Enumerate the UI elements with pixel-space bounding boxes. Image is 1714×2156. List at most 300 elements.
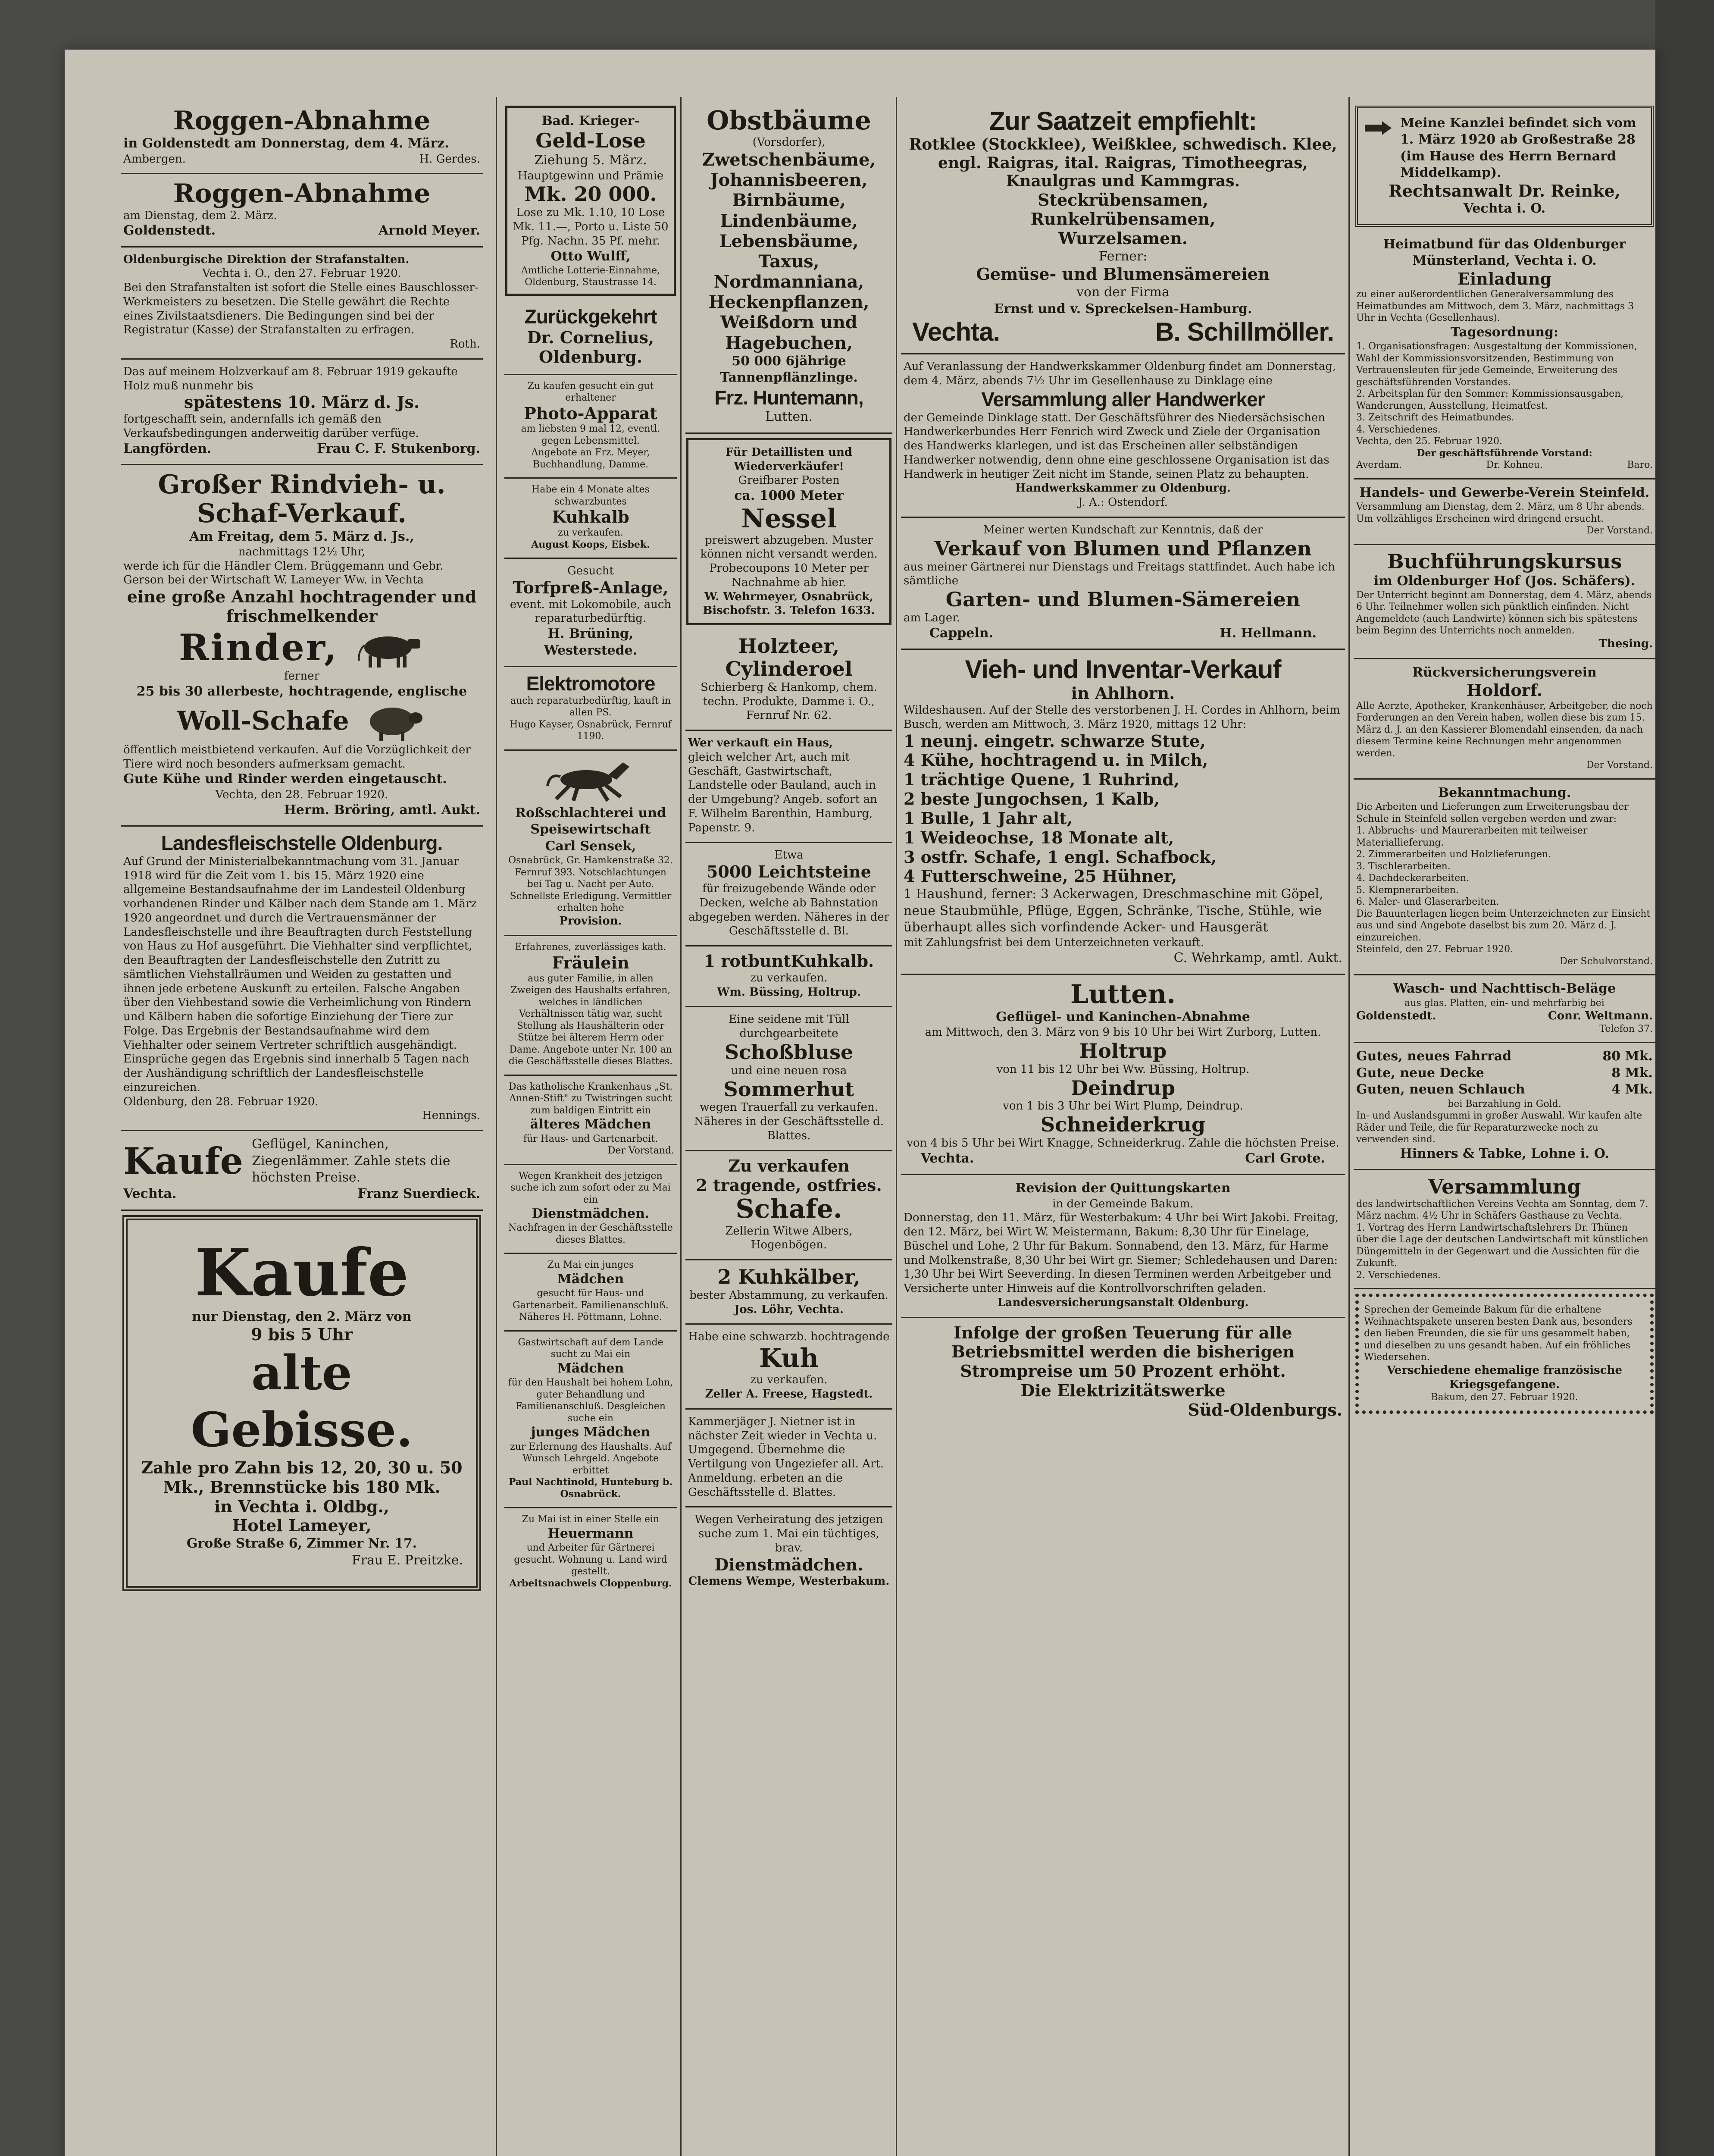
ad-nessel (686, 438, 891, 625)
ad-text: Wegen Krankheit des jetzigen suche ich zum sofort oder zu Mai ein (510, 1170, 671, 1205)
ad-date: Am Freitag, dem 5. März d. Js., (189, 529, 414, 544)
ad-text: am Dienstag, dem 2. März. (123, 209, 277, 222)
ad-headline: Landesfleischstelle Oldenburg. (161, 831, 443, 854)
ad-headline: Versammlung aller Handwerker (981, 388, 1265, 411)
ad-text: Das auf meinem Holzverkauf am 8. Februar 1919 gekaufte Holz muß nunmehr bis (123, 365, 458, 392)
price-item: Gutes, neues Fahrrad (1356, 1049, 1512, 1064)
ad-text: Ernst und v. Spreckelsen-Hamburg. (994, 301, 1252, 317)
ad-place: Goldenstedt. (1356, 1009, 1436, 1023)
ad-phone: Telefon 37. (1599, 1023, 1653, 1034)
ad-signature: Landesversicherungsanstalt Oldenburg. (997, 1296, 1249, 1309)
ad-headline: Kaufe (123, 1139, 244, 1182)
ad-text: Lose zu Mk. 1.10, 10 Lose Mk. 11.—, Porto u. Liste 50 Pfg. Nachn. 35 Pf. mehr. (513, 206, 669, 248)
ad-roggen-meyer (121, 174, 483, 247)
ad-big: alte Gebisse. (191, 1344, 413, 1457)
ad-text: event. mit Lokomobile, auch reparaturbedürftig. (510, 598, 672, 625)
list-item: 5. Klempnerarbeiten. (1356, 884, 1459, 896)
ad-text: Rotklee (Stockklee), Weißklee, schwedisch. Klee, engl. Raigras, ital. Raigras, Timotheegras, Knaulgras und Kammgras. (909, 135, 1337, 191)
ad-signature: Frz. Huntemann, (714, 386, 863, 409)
ad-signature: Der Vorstand. (1586, 525, 1653, 536)
ad-zurueckgekehrt (504, 300, 677, 375)
ad-text: Osnabrück, Gr. Hamkenstraße 32. Fernruf 393. Notschlachtungen bei Tag u. Nacht per Auto. Schnellste Erledigung. Vermittler erhalten hohe (508, 855, 673, 914)
ad-text: zur Erlernung des Haushalts. Auf Wunsch Lehrgeld. Angebote erbittet (510, 1441, 671, 1476)
ad-text: am Mittwoch, den 3. März von 9 bis 10 Uhr bei Wirt Zurborg, Lutten. (925, 1026, 1321, 1039)
ad-obstbaeume (685, 101, 892, 434)
list-item: 4. Dachdeckerarbeiten. (1356, 873, 1470, 884)
ad-text: Zu verkaufen (728, 1156, 850, 1175)
ad-kammerjaeger (685, 1410, 892, 1508)
ad-signature: Herm. Bröring, amtl. Aukt. (284, 802, 480, 818)
ad-text: 25 bis 30 allerbeste, hochtragende, englische (136, 683, 467, 699)
ad-kuhkalb-koops (504, 479, 677, 559)
ad-text: Meiner werten Kundschaft zur Kenntnis, daß der (983, 523, 1263, 536)
ad-text: Zwetschenbäume, Johannisbeeren, Birnbäume, Lindenbäume, Lebensbäume, Taxus, Nordmanniana, Heckenpflanzen, Weißdorn und Hagebuchen, (702, 149, 876, 353)
ad-wasch-belaege (1354, 975, 1655, 1043)
ad-text: zu einer außerordentlichen Generalversammlung des Heimatbundes am Mittwoch, dem 3. März, nachmittags 3 Uhr in Vechta (Gesellenhaus). (1356, 289, 1634, 324)
price-value: 80 Mk. (1602, 1049, 1653, 1064)
price-value: 8 Mk. (1611, 1065, 1653, 1081)
ad-place: Vechta. (123, 1186, 177, 1202)
ad-signature: C. Wehrkamp, amtl. Aukt. (1173, 950, 1342, 966)
price-row (1356, 1065, 1653, 1081)
ad-rindvieh-verkauf (121, 465, 483, 827)
ad-signature: Der Schulvorstand. (1560, 956, 1653, 967)
list-item: 1. Vortrag des Herrn Landwirtschaftslehrers Dr. Thünen über die Lage der deutschen Landwirtschaft mit künstlichen Düngemitteln in der Gegenwart und die Aussichten für die Zukunft. (1356, 1222, 1648, 1269)
ad-signature: W. Wehrmeyer, Osnabrück, Bischofstr. 3. Telefon 1633. (703, 590, 875, 617)
ad-headline: Wer verkauft ein Haus, (688, 736, 833, 750)
ad-text: Bei den Strafanstalten ist sofort die Stelle eines Bauschlosser-Werkmeisters zu besetzen. Die Stelle gewährt die Rechte eines Zivilstaatsdieners. Die Bedingungen sind bei der Registratur (Kasse) der Strafanstalten zu erfragen. (123, 281, 479, 337)
ad-signature: H. Hellmann. (1220, 625, 1317, 641)
list-item: 2 beste Jungochsen, 1 Kalb, (904, 789, 1160, 809)
price-value: 4 Mk. (1611, 1082, 1653, 1097)
ad-schossbluse (685, 1007, 892, 1151)
ad-text: Der Unterricht beginnt am Donnerstag, dem 4. März, abends 6 Uhr. Teilnehmer wollen sich pünktlich einfinden. Nicht Angemeldete (auch Landwirte) können sich bis spätestens beim Beginn des Unterrichts noch anmelden. (1356, 589, 1652, 636)
pointing-hand-icon (1363, 119, 1393, 137)
ad-text: für Haus- und Gartenarbeit. (523, 1133, 658, 1144)
column-2 (504, 101, 677, 1596)
column-5 (1354, 101, 1655, 1418)
ad-headline: 1 rotbuntKuhkalb. (704, 951, 874, 971)
column-rule (496, 97, 497, 2156)
ad-price: Zahle pro Zahn bis 12, 20, 30 u. 50 Mk., Brennstücke bis 180 Mk. (141, 1457, 463, 1497)
ad-headline: Einladung (1457, 269, 1552, 288)
column-rule (680, 97, 682, 2156)
ad-place: Schneiderkrug (1040, 1113, 1206, 1137)
horse-icon (543, 756, 638, 803)
ad-time: nachmittags 12½ Uhr, (238, 545, 366, 558)
price-row (1356, 1048, 1653, 1065)
ad-strompreise (901, 1318, 1345, 1427)
ad-text: am Lager. (904, 611, 960, 624)
ad-text: Die Arbeiten und Lieferungen zum Erweiterungsbau der Schule in Steinfeld sollen vergeben werden und zwar: (1356, 802, 1629, 824)
ad-signature: August Koops, Eisbek. (531, 539, 650, 550)
ad-headline: 5000 Leichtsteine (706, 862, 871, 882)
agenda-list (1356, 1222, 1653, 1282)
ad-text: Dr. Cornelius, (527, 327, 654, 347)
sheep-icon (362, 700, 427, 743)
ad-date: Steinfeld, den 27. Februar 1920. (1356, 944, 1514, 955)
agenda-list (1356, 341, 1653, 436)
ad-text: Angebote an Frz. Meyer, Buchhandlung, Damme. (531, 447, 650, 470)
ad-bekanntmachung-schule (1354, 780, 1655, 975)
ad-text: Infolge der großen Teuerung für alle Betriebsmittel werden die bisherigen Strompreise um 50 Prozent erhöht. (951, 1322, 1295, 1381)
ad-text: von 4 bis 5 Uhr bei Wirt Knagge, Schneiderkrug. Zahle die höchsten Preise. (907, 1137, 1339, 1150)
ad-date: Oldenburg, den 28. Februar 1920. (123, 1095, 319, 1108)
ad-date: Vechta i. O., den 27. Februar 1920. (202, 267, 401, 280)
ad-text: Gemüse- und Blumensämereien (976, 264, 1270, 284)
ad-amount: Mk. 20 000. (524, 182, 657, 206)
ad-text: Amtliche Lotterie-Einnahme, Oldenburg, Staustrasse 14. (521, 265, 660, 288)
column-1 (121, 101, 483, 1595)
ad-elektromotore (504, 667, 677, 751)
ad-fraeulein (504, 936, 677, 1075)
ad-gastwirtschaft (504, 1332, 677, 1508)
list-item: 4. Verschiedenes. (1356, 424, 1441, 435)
ad-gewerbe-verein (1354, 479, 1655, 545)
ad-text: Schierberg & Hankomp, chem. techn. Produkte, Damme i. O., Fernruf Nr. 62. (701, 680, 877, 722)
ad-leichtsteine (685, 843, 892, 946)
ad-place: in Vechta i. Oldbg., (214, 1496, 390, 1516)
ad-text: fortgeschafft sein, andernfalls ich gemäß den Verkaufsbedingungen anderweitig darüber verfüge. (123, 413, 419, 440)
ad-text: Wurzelsamen. (1058, 229, 1188, 248)
ad-headline: Wasch- und Nachttisch-Beläge (1393, 981, 1616, 997)
ad-signature: Der Vorstand. (607, 1145, 674, 1156)
ad-text: (Vorsdorfer), (752, 136, 826, 149)
ad-text: und eine neuen rosa (731, 1064, 847, 1077)
ad-text: Etwa (774, 849, 804, 862)
ad-rossschlachterei (504, 751, 677, 936)
ad-signature: Näheres H. Pöttmann, Lohne. (519, 1312, 662, 1323)
ad-text: Zu kaufen gesucht ein gut erhaltener (527, 380, 654, 403)
ad-text: auch reparaturbedürftig, kauft in allen PS. (510, 695, 671, 718)
ad-headline: Heuermann (547, 1526, 634, 1541)
ad-text: Zu Mai ein junges (547, 1260, 634, 1271)
ad-landesfleischstelle (121, 827, 483, 1131)
ad-text: ca. 1000 Meter (734, 488, 844, 504)
ad-signature: J. A.: Ostendorf. (1078, 496, 1168, 509)
ad-handwerker (901, 354, 1345, 518)
ad-place: Holtrup (1079, 1039, 1167, 1062)
ad-headline: 2 Kuhkälber, (717, 1265, 860, 1289)
ad-text: bei Barzahlung in Gold. (1448, 1098, 1561, 1109)
ad-signature: Hugo Kayser, Osnabrück, Fernruf 1190. (510, 719, 672, 742)
ad-headline: Heimatbund für das Oldenburger Münsterland, Vechta i. O. (1383, 236, 1626, 269)
ad-place: Vechta. (921, 1150, 974, 1166)
ad-subhead: eine große Anzahl hochtragender und frischmelkender (127, 587, 477, 626)
ad-text: Auf Grund der Ministerialbekanntmachung vom 31. Januar 1918 wird für die Zeit vom 1. bis 15. März 1920 eine allgemeine Bestandsaufnahme der im Landesteil Oldenburg vorhandenen Rinder und Kälber nach dem Stande am 1. März 1920 angeordnet und durch die Vertrauensmänner der Landesfleischstelle und ihre Beauftragten durch Feststellung von Haus zu Hof ausgeführt. Die Viehhalter sind verpflichtet, den Beauftragten der Landesfleischstelle den Zutritt zu sämtlichen Viehstallräumen und Weiden zu gestatten und ihnen jede erbetene Auskunft zu erteilen. Falsche Angaben über den Viehbestand sowie die Verheimlichung von Rindern und Kälbern haben die sofortige Einziehung der Tiere zur Folge. Das Ergebnis der Bestandsaufnahme wird dem Viehhalter oder seinem Vertreter schriftlich ausgehändigt. Einsprüche gegen das Ergebnis sind innerhalb 5 Tagen nach der Aushändigung schriftlich der Landesfleischstelle einzureichen. (123, 855, 477, 1094)
price-row (1356, 1081, 1653, 1098)
ad-text: 2 tragende, ostfries. (696, 1175, 882, 1195)
ad-text: Gastwirtschaft auf dem Lande sucht zu Mai ein (518, 1337, 663, 1360)
ad-quittungskarten (901, 1175, 1345, 1318)
ad-fahrrad-hinners (1354, 1043, 1655, 1170)
ad-time: 9 bis 5 Uhr (251, 1325, 353, 1344)
ad-haus-verkauf (685, 731, 892, 843)
ad-text: für den Haushalt bei hohem Lohn, guter Behandlung und Familienanschluß. Desgleichen suche ein (508, 1377, 673, 1424)
ad-headline: junges Mädchen (531, 1425, 651, 1440)
ad-signature: Roth. (450, 338, 480, 351)
ad-saatzeit (901, 101, 1345, 354)
ad-text: zu verkaufen. (750, 971, 828, 984)
ad-text: wegen Trauerfall zu verkaufen. (700, 1101, 878, 1114)
ad-text: Das katholische Krankenhaus „St. Annen-Stift" zu Twistringen sucht zum baldigen Eintritt ein (508, 1081, 673, 1116)
ad-date: Vechta, den 28. Februar 1920. (215, 788, 388, 801)
ad-text: Versammlung am Dienstag, dem 2. März, um 8 Uhr abends. (1356, 501, 1645, 513)
ad-headline: Kuhkalb (552, 507, 629, 527)
list-item: 6. Maler- und Glaserarbeiten. (1356, 896, 1499, 908)
list-item: 3. Tischlerarbeiten. (1356, 861, 1451, 872)
ad-heuermann (504, 1508, 677, 1596)
list-item: 3. Zeitschrift des Heimatbundes. (1356, 412, 1514, 423)
ad-headline: Speisewirtschaft (530, 822, 651, 837)
ad-text: von 1 bis 3 Uhr bei Wirt Plump, Deindrup. (1003, 1100, 1243, 1113)
ad-place: Langförden. (123, 441, 212, 456)
ad-text: Habe ein 4 Monate altes schwarzbuntes (532, 484, 650, 507)
ad-krieger-lose (505, 106, 676, 296)
ad-text: Näheres in der Geschäftsstelle d. Blattes. (694, 1115, 884, 1142)
ad-signature: Paul Nachtinold, Hunteburg b. Osnabrück. (508, 1476, 673, 1500)
ad-text: 50 000 6jährige Tannenpflänzlinge. (720, 353, 858, 385)
ad-headline: Roggen-Abnahme (173, 179, 431, 209)
ad-roggen-gerdes (121, 101, 483, 174)
ad-gefluegel-grote (901, 975, 1345, 1175)
cow-icon (351, 626, 425, 669)
ad-headline: Garten- und Blumen-Sämereien (945, 588, 1301, 611)
ad-text: zu verkaufen. (558, 527, 623, 539)
ad-text: Eine seidene mit Tüll durchgearbeitete (729, 1013, 849, 1040)
ad-place: in Ahlhorn. (1071, 683, 1175, 703)
ad-kaufe-gebisse (122, 1215, 481, 1591)
ad-dienstmaedchen-wempe (685, 1507, 892, 1595)
ad-versammlung-landwirt (1354, 1170, 1655, 1289)
ad-headline: Zur Saatzeit empfiehlt: (989, 107, 1257, 135)
ad-text: mit Zahlungsfrist bei dem Unterzeichneten verkauft. (904, 936, 1204, 950)
list-item: 4 Futterschweine, 25 Hühner, (904, 866, 1177, 886)
list-item: 1. Organisationsfragen: Ausgestaltung der Kommissionen, Wahl der Kommissionsvorsitzenden, Bestimmung von Vertrauensleuten für jede Gemeinde, Erweiterung des geschäftsführenden Vorstandes. (1356, 341, 1638, 388)
ad-signature: Thesing. (1598, 637, 1653, 650)
ad-headline: Rückversicherungsverein (1412, 664, 1597, 680)
list-item: 1 neunj. eingetr. schwarze Stute, (904, 731, 1206, 751)
list-item: 2. Arbeitsplan für den Sommer: Kommissionsausgaben, Wanderungen, Ausstellung, Heimatfest. (1356, 389, 1624, 411)
ad-text: Hauptgewinn und Prämie (517, 169, 664, 182)
ad-kuhkalb-buessing (685, 946, 892, 1007)
ad-rueckversicherung (1354, 659, 1655, 780)
ad-text: preiswert abzugeben. Muster können nicht versandt werden. Probecoupons 10 Meter per Nachnahme ab hier. (700, 533, 878, 589)
price-item: Gute, neue Decke (1356, 1065, 1484, 1081)
ad-text: Gesucht (567, 564, 614, 578)
ad-headline: Zurückgekehrt (524, 305, 657, 328)
ad-text: Geflügel, Kaninchen, Ziegenlämmer. Zahle stets die höchsten Preise. (252, 1137, 450, 1185)
ad-address: Große Straße 6, Zimmer Nr. 17. (186, 1536, 417, 1551)
ad-signature: Arnold Meyer. (378, 223, 480, 238)
ad-schafe: Woll-Schafe (177, 706, 349, 736)
ad-text: des landwirtschaftlichen Vereins Vechta am Sonntag, dem 7. März nachm. 4½ Uhr in Schäfers Gasthause zu Vechta. (1356, 1198, 1648, 1222)
ad-text: Runkelrübensamen, (1030, 209, 1216, 229)
ad-text: Wegen Verheiratung des jetzigen suche zum 1. Mai ein tüchtiges, brav. (694, 1513, 883, 1554)
ad-place: Ambergen. (123, 152, 186, 166)
ad-signature: Hennings. (422, 1109, 480, 1122)
ad-signature: Carl Grote. (1245, 1150, 1325, 1166)
ad-headline: Kaufe (194, 1235, 409, 1311)
ad-signature: Carl Sensek, (545, 838, 636, 854)
ad-headline: älteres Mädchen (530, 1117, 651, 1132)
ad-text: Für Detaillisten und Wiederverkäufer! (725, 445, 853, 473)
ad-text: Meine Kanzlei befindet sich vom 1. März 1920 ab Großestraße 28 (im Hause des Herrn Bernard Middelkamp). (1400, 116, 1636, 181)
ad-place: Lutten. (765, 409, 813, 425)
ad-headline: Handels- und Gewerbe-Verein Steinfeld. (1359, 485, 1650, 500)
ad-text: und Arbeiter für Gärtnerei gesucht. Wohnung u. Land wird gestellt. (514, 1542, 667, 1577)
ad-signature: Wm. Büssing, Holtrup. (717, 985, 861, 999)
ad-text: Habe eine schwarzb. hochtragende (688, 1330, 890, 1344)
list-item: 1 Weideochse, 18 Monate alt, (904, 827, 1174, 847)
ad-text: Sprechen der Gemeinde Bakum für die erhaltene Weihnachtspakete unseren besten Dank aus, besonders den lieben Freunden, die sie für uns gesammelt haben, und dieselben zu uns gesandt haben. Auf ein fröhliches Wiedersehen. (1364, 1304, 1633, 1363)
ad-signature: Rechtsanwalt Dr. Reinke, (1389, 181, 1620, 201)
ad-text: aus meiner Gärtnerei nur Dienstags und Freitags stattfindet. Auch habe ich sämtliche (904, 560, 1336, 588)
ad-headline: Oldenburgische Direktion der Strafanstalten. (123, 253, 410, 266)
ad-headline: Nessel (741, 503, 837, 534)
ad-text: am liebsten 9 mal 12, eventl. gegen Lebensmittel. (521, 423, 660, 446)
ad-text: in Goldenstedt am Donnerstag, dem 4. März. (123, 136, 449, 151)
ad-text: in der Gemeinde Bakum. (1052, 1197, 1194, 1210)
column-rule (896, 97, 897, 2156)
ad-schafe-albers (685, 1151, 892, 1260)
ad-text: Kammerjäger J. Nietner ist in nächster Zeit wieder in Vechta u. Umgegend. Übernehme die Vertilgung von Ungeziefer all. Art. Anmeldung. erbeten an die Geschäftsstelle d. Blattes. (688, 1415, 884, 1499)
ad-headline: Kuh (759, 1343, 819, 1374)
ad-text: Gute Kühe und Rinder werden eingetauscht. (123, 771, 447, 787)
ad-text: gleich welcher Art, auch mit Geschäft, Gastwirtschaft, Landstelle oder Bauland, auch in der Umgebung? Angeb. sofort an F. Wilhelm Barenthin, Hamburg, Papenstr. 9. (688, 750, 877, 834)
ad-dank-kriegsgefangene (1355, 1294, 1654, 1414)
ad-signature: H. Gerdes. (419, 152, 480, 166)
ad-headline: Holzteer, (738, 634, 840, 658)
ad-kuh-freese (685, 1325, 892, 1409)
ad-text: Die Bauunterlagen liegen beim Unterzeichneten zur Einsicht aus und sind Angebote daselbst bis zum 20. März d. J. einzureichen. (1356, 908, 1651, 943)
ad-date: Vechta, den 25. Februar 1920. (1356, 436, 1503, 447)
ad-text: Wildeshausen. Auf der Stelle des verstorbenen J. H. Cordes in Ahlhorn, beim Busch, werden am Mittwoch, 3. März 1920, mittags 12 Uhr: (904, 704, 1340, 731)
ad-headline: Versammlung (1428, 1175, 1581, 1199)
works-list (1356, 825, 1653, 908)
ad-signature: Baro. (1627, 460, 1653, 471)
ad-text: bester Abstammung, zu verkaufen. (689, 1288, 888, 1302)
ad-text: gesucht für Haus- und Gartenarbeit. Familienanschluß. (513, 1288, 669, 1311)
ad-annen-stift (504, 1076, 677, 1165)
ad-signature: Averdam. (1356, 460, 1402, 471)
ad-headline: Schaf-Verkauf. (197, 498, 407, 529)
ad-headline: Roßschlachterei und (515, 805, 666, 821)
ad-text: Oldenburg. (539, 347, 642, 367)
ad-text: Alle Aerzte, Apotheker, Krankenhäuser, Arbeitgeber, die noch Forderungen an den Verein haben, wollen diese bis zum 15. März d. J. an den Kassierer Blomendahl einsenden, da nach diesem Termine keine Rechnungen mehr angenommen werden. (1356, 700, 1653, 759)
column-rule (1348, 97, 1350, 2156)
scan-margin (1655, 0, 1714, 2156)
ad-signature: Die Elektrizitätswerke (1020, 1381, 1226, 1401)
ad-signature: Conr. Weltmann. (1548, 1009, 1653, 1023)
newspaper-page (65, 50, 1655, 2156)
ad-headline: Sommerhut (723, 1077, 854, 1101)
list-item: 1 trächtige Quene, 1 Ruhrind, (904, 770, 1180, 790)
price-item: Guten, neuen Schlauch (1356, 1082, 1525, 1097)
ad-headline: Großer Rindvieh- u. (158, 470, 446, 500)
ad-text: öffentlich meistbietend verkaufen. Auf die Vorzüglichkeit der Tiere wird noch besonders aufmerksam gemacht. (123, 743, 471, 771)
ad-place: Vechta i. O. (1463, 201, 1546, 216)
ad-headline: Mädchen (557, 1271, 624, 1287)
list-item: 1. Abbruchs- und Maurerarbeiten mit teilweiser Materiallieferung. (1356, 825, 1588, 848)
ad-text: für freizugebende Wände oder Decken, welche ab Bahnstation abgegeben werden. Näheres in der Geschäftsstelle d. Bl. (688, 882, 890, 938)
ad-signature: Der Vorstand. (1586, 760, 1653, 771)
ad-text: aus glas. Platten, ein- und mehrfarbig bei (1404, 997, 1605, 1009)
ad-place: Westerstede. (544, 642, 638, 658)
ad-signature: Jos. Löhr, Vechta. (734, 1303, 844, 1316)
ad-place: Goldenstedt. (123, 223, 216, 238)
ad-holzverkauf (121, 360, 483, 465)
ad-headline: Mädchen (557, 1360, 624, 1376)
ad-headline: Torfpreß-Anlage, (513, 577, 669, 597)
ad-headline: Buchführungskursus (1387, 549, 1622, 573)
ad-strafanstalten (121, 248, 483, 360)
ad-text: der Gemeinde Dinklage statt. Der Geschäftsführer des Niedersächsischen Handwerkerbundes Herr Fenrich wird Zweck und Ziele der Organisation des Handwerks klarlegen, und ist das Erscheinen aller selbständigen Handwerker notwendig, denn ohne eine geschlossene Organisation ist das Handwerk in heutiger Zeit nicht im Stande, seinen Platz zu behaupten. (904, 411, 1329, 481)
ad-text: Erfahrenes, zuverlässiges kath. (515, 942, 666, 953)
ad-text: werde ich für die Händler Clem. Brüggemann und Gebr. Gerson bei der Wirtschaft W. Lameyer Ww. in Vechta (123, 559, 444, 587)
ad-text: zu verkaufen. (750, 1373, 828, 1387)
ad-deadline: spätestens 10. März d. Js. (184, 392, 420, 412)
ad-date: Bakum, den 27. Februar 1920. (1431, 1392, 1578, 1403)
ad-text: von 11 bis 12 Uhr bei Ww. Büssing, Holtrup. (996, 1062, 1250, 1076)
ad-subhead: Tagesordnung: (1450, 324, 1559, 340)
list-item: 4 Kühe, hochtragend u. in Milch, (904, 750, 1208, 770)
ad-signature: Zeller A. Freese, Hagstedt. (705, 1388, 873, 1401)
ad-signature: Frau E. Preitzke. (351, 1552, 463, 1568)
ad-signature: H. Brüning, (547, 626, 634, 642)
ad-text: Bad. Krieger- (541, 113, 640, 128)
ad-kaufe-suerdieck (121, 1131, 483, 1211)
ad-signature: Frau C. F. Stukenborg. (317, 441, 480, 456)
ad-signature: Handwerkskammer zu Oldenburg. (1015, 482, 1231, 495)
ad-place: Deindrup (1070, 1076, 1176, 1100)
ad-headline: Verkauf von Blumen und Pflanzen (934, 536, 1312, 560)
ad-text: im Oldenburger Hof (Jos. Schäfers). (1373, 573, 1636, 589)
ad-signature: Arbeitsnachweis Cloppenburg. (509, 1577, 672, 1589)
ad-signature: Hinners & Tabke, Lohne i. O. (1400, 1146, 1609, 1161)
ad-headline: Geld-Lose (535, 129, 646, 153)
ad-text: In- und Auslandsgummi in großer Auswahl. Wir kaufen alte Räder und Teile, die für Reparaturzwecke noch zu verwenden sind. (1356, 1110, 1642, 1145)
ad-text: Greifbarer Posten (738, 474, 840, 487)
ad-headline: Schoßbluse (724, 1040, 854, 1064)
ad-text: Steckrübensamen, (1038, 190, 1208, 210)
ad-rinder: Rinder, (178, 626, 339, 669)
ad-hotel: Hotel Lameyer, (232, 1516, 372, 1536)
ad-text: Donnerstag, den 11. März, für Westerbakum: 4 Uhr bei Wirt Jakobi. Freitag, den 12. März, bei Wirt W. Meistermann, Bakum: 8,30 Uhr für Einelage, Büschel und Lohe, 2 Uhr für Bakum. Sonnabend, den 13. März, für Harme und Molkenstraße, 8,30 Uhr bei Wirt gr. Siemer; Schledehausen und Daren: 1,30 Uhr bei Wirt Seeverding. In diesen Terminen werden Arbeitgeber und Versicherte unter Hinweis auf die Kontrollvorschriften geladen. (904, 1211, 1339, 1295)
ad-text: Provision. (559, 914, 622, 928)
ad-dienstmaedchen-1 (504, 1165, 677, 1254)
ad-signature: Süd-Oldenburgs. (1188, 1400, 1342, 1420)
ad-signature: Franz Suerdieck. (357, 1186, 480, 1202)
ad-text: Ziehung 5. März. (534, 153, 647, 168)
ad-signature: B. Schillmöller. (1155, 317, 1334, 347)
ad-signature: Zellerin Witwe Albers, Hogenbögen. (725, 1224, 853, 1252)
ad-torfpress (504, 559, 677, 667)
price-list (1356, 1048, 1653, 1098)
column-4 (901, 101, 1345, 1427)
ad-text: 1 Haushund, ferner: 3 Ackerwagen, Dreschmaschine mit Göpel, neue Staubmühle, Pflüge, Eggen, Schränke, Tische, Stühle, wie überhaupt alles sich vorfindende Acker- und Hausgerät (904, 887, 1323, 935)
ad-place: Vechta. (912, 317, 1000, 347)
ad-headline: Cylinderoel (725, 657, 853, 681)
ad-headline: Dienstmädchen. (532, 1206, 650, 1222)
ad-headline: Vieh- und Inventar-Verkauf (965, 655, 1281, 684)
ad-text: nur Dienstag, den 2. März von (192, 1309, 412, 1324)
list-item: 2. Zimmerarbeiten und Holzlieferungen. (1356, 849, 1551, 860)
column-3 (685, 101, 892, 1595)
ad-signature: Clemens Wempe, Westerbakum. (688, 1575, 890, 1588)
ad-text: Der geschäftsführende Vorstand: (1417, 447, 1592, 459)
list-item: 1 Bulle, 1 Jahr alt, (904, 808, 1073, 828)
